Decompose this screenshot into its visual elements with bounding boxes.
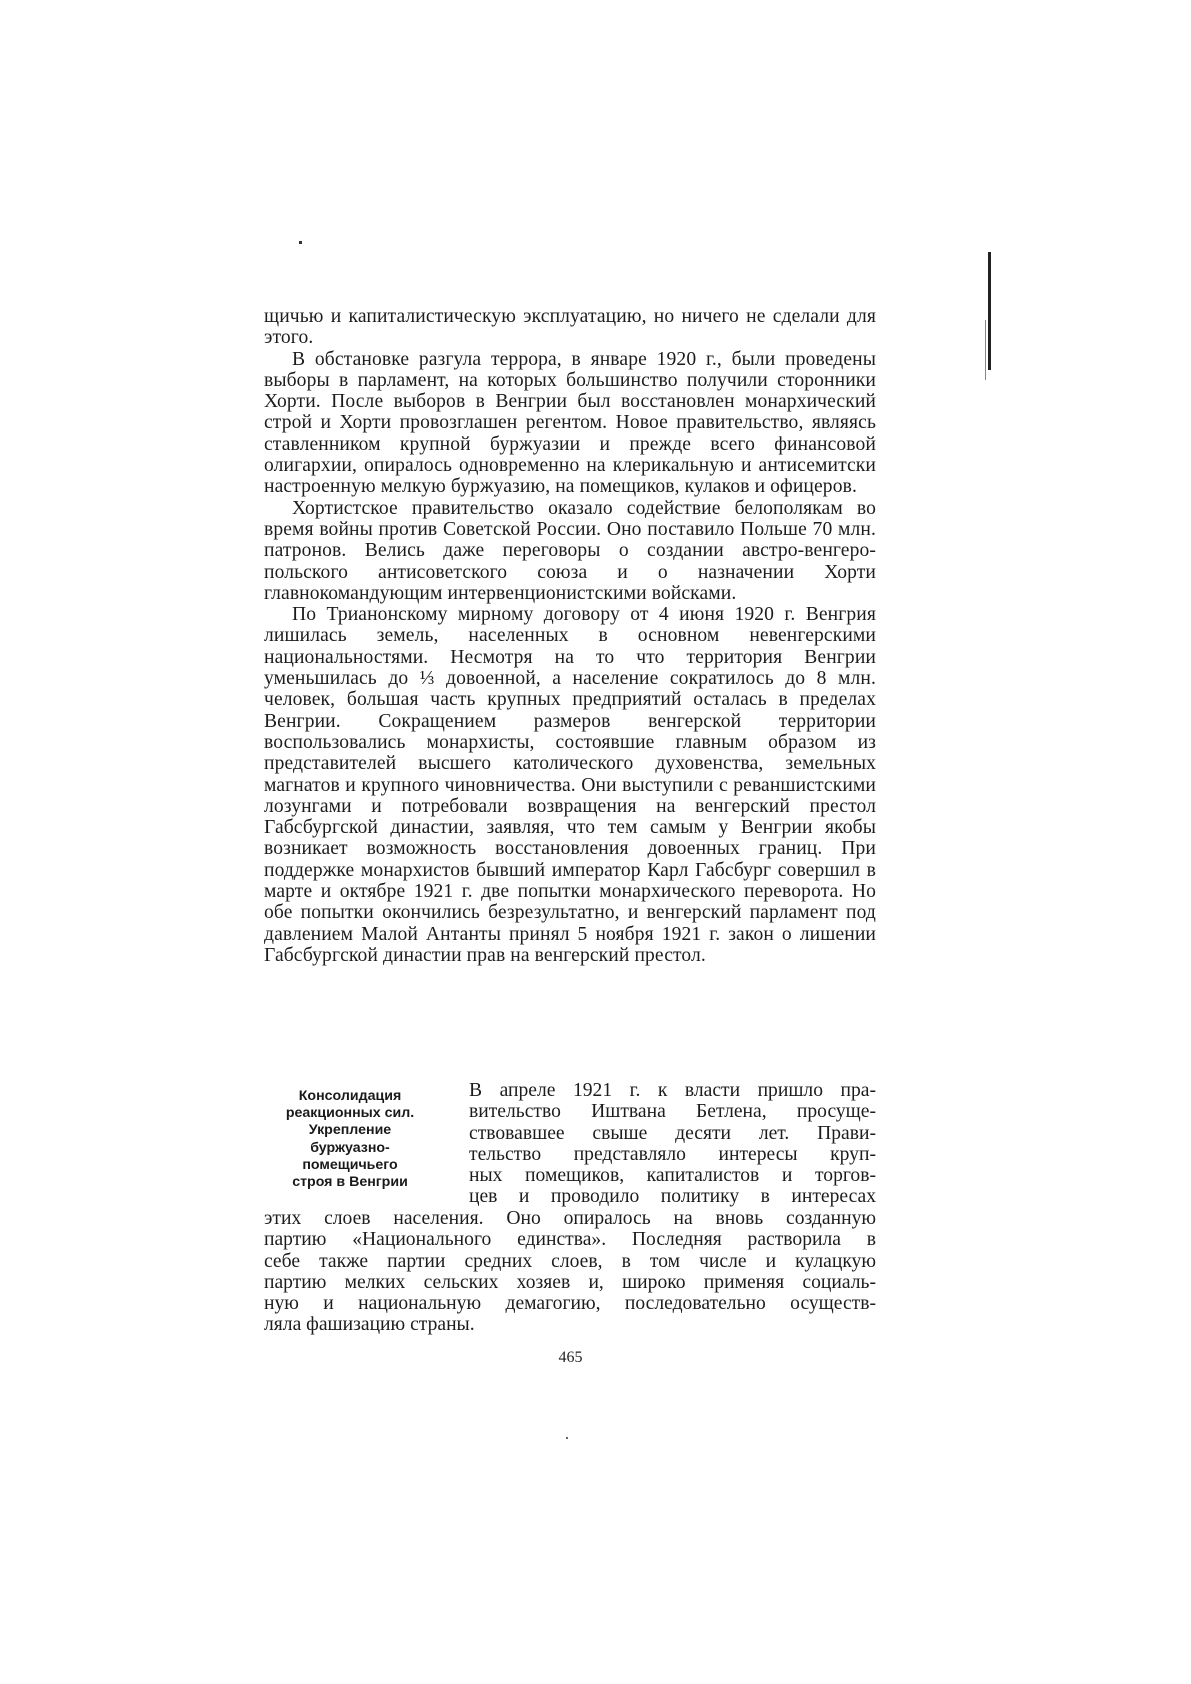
section-text-beside-heading xyxy=(469,1080,876,1208)
margin-heading-line: реакционных сил. xyxy=(285,1105,415,1122)
text-line: партию мелких сельских хозяев и, широко применяя социаль- xyxy=(264,1271,876,1293)
margin-heading-line: помещичьего xyxy=(302,1156,398,1173)
text-line: тельство представляло интересы круп- xyxy=(469,1143,876,1165)
paragraph: щичью и капиталистическую эксплуатацию, но ничего не сделали для этого. xyxy=(264,306,876,349)
margin-heading-line: Укрепление xyxy=(308,1122,392,1139)
text-line: партию «Национального единства». Последняя растворила в xyxy=(264,1229,876,1251)
text-line: цев и проводило политику в интересах xyxy=(469,1186,876,1208)
section-text xyxy=(264,1208,876,1336)
text-line: себе также партии средних слоев, в том числе и кулацкую xyxy=(264,1250,876,1272)
scan-speck xyxy=(566,1437,568,1439)
text-line: этих слоев населения. Оно опиралось на вновь созданную xyxy=(264,1208,876,1229)
paragraph: Хортистское правительство оказало содействие белополякам во время войны против Советской России. Оно поставило Польше 70 млн. патронов. Велись даже переговоры о создании австро-венгеро-польского антисоветского союза и о назначении Хорти главнокомандующим интервенционистскими войсками. xyxy=(264,497,876,604)
margin-line xyxy=(988,252,991,370)
margin-heading-line: Консолидация xyxy=(298,1088,402,1104)
text-line: ных помещиков, капиталистов и торгов- xyxy=(469,1165,876,1187)
margin-heading-line: строя в Венгрии xyxy=(292,1174,408,1191)
text-line: ляла фашизацию страны. xyxy=(264,1314,475,1336)
text-line: ную и национальную демагогию, последовательно осуществ- xyxy=(264,1293,876,1315)
margin-heading xyxy=(264,1088,436,1191)
scan-speck xyxy=(299,241,302,244)
text-line: В апреле 1921 г. к власти пришло пра- xyxy=(469,1080,876,1101)
margin-line-faint xyxy=(985,320,986,380)
page-number: 465 xyxy=(558,1349,583,1366)
text-line: вительство Иштвана Бетлена, просуще- xyxy=(469,1101,876,1123)
main-text xyxy=(264,306,876,966)
paragraph: По Трианонскому мирному договору от 4 июня 1920 г. Венгрия лишилась земель, населенных в основном невенгерскими национальностями. Несмотря на то что территория Венгрии уменьшилась до ⅓ довоенной, а население сократилось до 8 млн. человек, большая часть крупных предприятий осталась в пределах Венгрии. Сокращением размеров венгерской территории воспользовались монархисты, состоявшие главным образом из представителей высшего католического духовенства, земельных магнатов и крупного чиновничества. Они выступили с реваншистскими лозунгами и потребовали возвращения на венгерский престол Габсбургской династии, заявляя, что тем самым у Венгрии якобы возникает возможность восстановления довоенных границ. При поддержке монархистов бывший император Карл Габсбург совершил в марте и октябре 1921 г. две попытки монархического переворота. Но обе попытки окончились безрезультатно, и венгерский парламент под давлением Малой Антанты принял 5 ноября 1921 г. закон о лишении Габсбургской династии прав на венгерский престол. xyxy=(264,604,876,966)
margin-heading-line: буржуазно- xyxy=(310,1139,390,1156)
text-line: ствовавшее свыше десяти лет. Прави- xyxy=(469,1122,876,1144)
paragraph: В обстановке разгула террора, в январе 1920 г., были проведены выборы в парламент, на которых большинство получили сторонники Хорти. После выборов в Венгрии был восстановлен монархический строй и Хорти провозглашен регентом. Новое правительство, являясь ставленником крупной буржуазии и прежде всего финансовой олигархии, опиралось одновременно на клерикальную и антисемитски настроенную мелкую буржуазию, на помещиков, кулаков и офицеров. xyxy=(264,348,876,498)
